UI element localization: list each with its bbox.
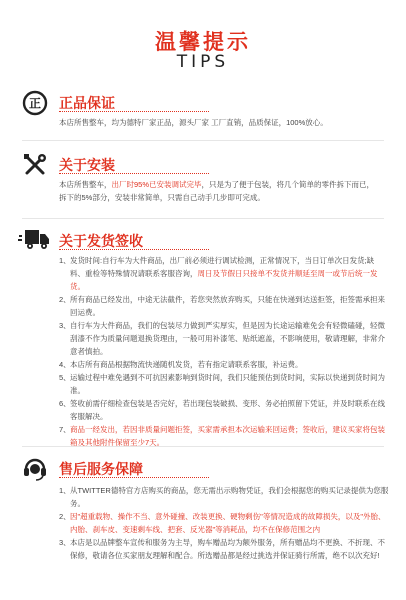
divider xyxy=(59,249,209,250)
delivery-truck-icon xyxy=(18,226,50,252)
list-item: 3、 本店是以品牌整车宣传和服务为主导，购车赠品均为额外服务，所有赠品均不更换、不折现、不保修，敬请各位买家朋友理解和配合。所选赠品都是经过挑选并保证骑行所需，绝不以次充好! xyxy=(59,538,385,560)
divider xyxy=(59,173,209,174)
headset-service-icon xyxy=(22,455,48,481)
section-separator xyxy=(22,446,384,447)
list-item: 3、 自行车为大件商品，我们的包装尽力做到严实厚实，但是因为长途运输难免会有轻微磕碰，轻微刮漆不作为质量问题退换货理由，一般可用补漆笔、贴纸遮盖，不影响使用，敬请理解，非常介意者慎拍。 xyxy=(59,321,385,356)
aftersales-list xyxy=(59,484,389,562)
install-text: 本店所售整车，出厂时95%已安装调试完毕，只是为了便于包装，将几个简单的零件拆下而已， 拆下的5%部分，安装非常简单，只需自己动手几步即可完成。 xyxy=(59,180,375,202)
section-title-install: 关于安装 xyxy=(59,157,115,173)
section-title-shipping: 关于发货签收 xyxy=(59,233,143,249)
list-item: 1、 从TWITTER德特官方店购买的商品，您无需出示购物凭证，我们会根据您的购买记录提供为您服务。 xyxy=(59,486,389,508)
genuine-seal-icon xyxy=(22,90,48,116)
list-item: 2、 因"超重载物、操作不当、意外碰撞、改装更换、硬物剩伤"等情况造成的故障损失，以及"外胎、内胎、刹车皮、变速剩车线、把套、反光器"等消耗品，均不在保修范围之内 xyxy=(59,512,386,534)
list-item: 5、 运输过程中难免遇到不可抗因素影响到货时间，我们只能预估到货时间，实际以快递到货时间为准。 xyxy=(59,373,385,395)
list-item: 2、 所有商品已经发出，中途无法截件，若您突然放弃购买，只能在快递到达送拒签，拒签需承担来回运费。 xyxy=(59,295,385,317)
section-separator xyxy=(22,218,384,219)
section-title-genuine: 正品保证 xyxy=(59,95,115,111)
seal-char: 正 xyxy=(28,96,42,111)
section-separator xyxy=(22,140,384,141)
divider xyxy=(59,111,209,112)
page-title: 温馨提示 xyxy=(155,31,251,54)
wrench-screwdriver-icon xyxy=(22,152,48,178)
page-subtitle: TIPS xyxy=(176,52,230,72)
genuine-text: 本店所售整车，均为德特厂家正品，源头厂家 工厂直销，品质保证，100%放心。 xyxy=(59,118,328,127)
section-title-aftersales: 售后服务保障 xyxy=(59,461,143,477)
list-item: 1、 发货时间:自行车为大件商品，出厂前必须进行调试检测，正常情况下，当日订单次日发货;缺料、重检等特殊情况请联系客服咨询，周日及节假日只接单不发货并顺延至周一或节后统一发货。 xyxy=(59,256,378,291)
divider xyxy=(59,477,209,478)
list-item: 4、 本店所有商品根据物流快递随机发货，若有指定请联系客服，补运费。 xyxy=(59,360,303,369)
install-highlight: 出厂时95%已安装调试完毕 xyxy=(111,180,202,189)
list-item: 6、 签收前需仔细检查包装是否完好，若出现包装破损、变形、务必拍照留下凭证，并及时联系在线客服解决。 xyxy=(59,399,385,421)
shipping-list xyxy=(59,254,389,449)
list-item: 7、 商品一经发出，若因非质量问题拒签，买家需承担本次运输来回运费；签收后，建议买家将包装箱及其他附件保留至少7天。 xyxy=(59,425,385,447)
